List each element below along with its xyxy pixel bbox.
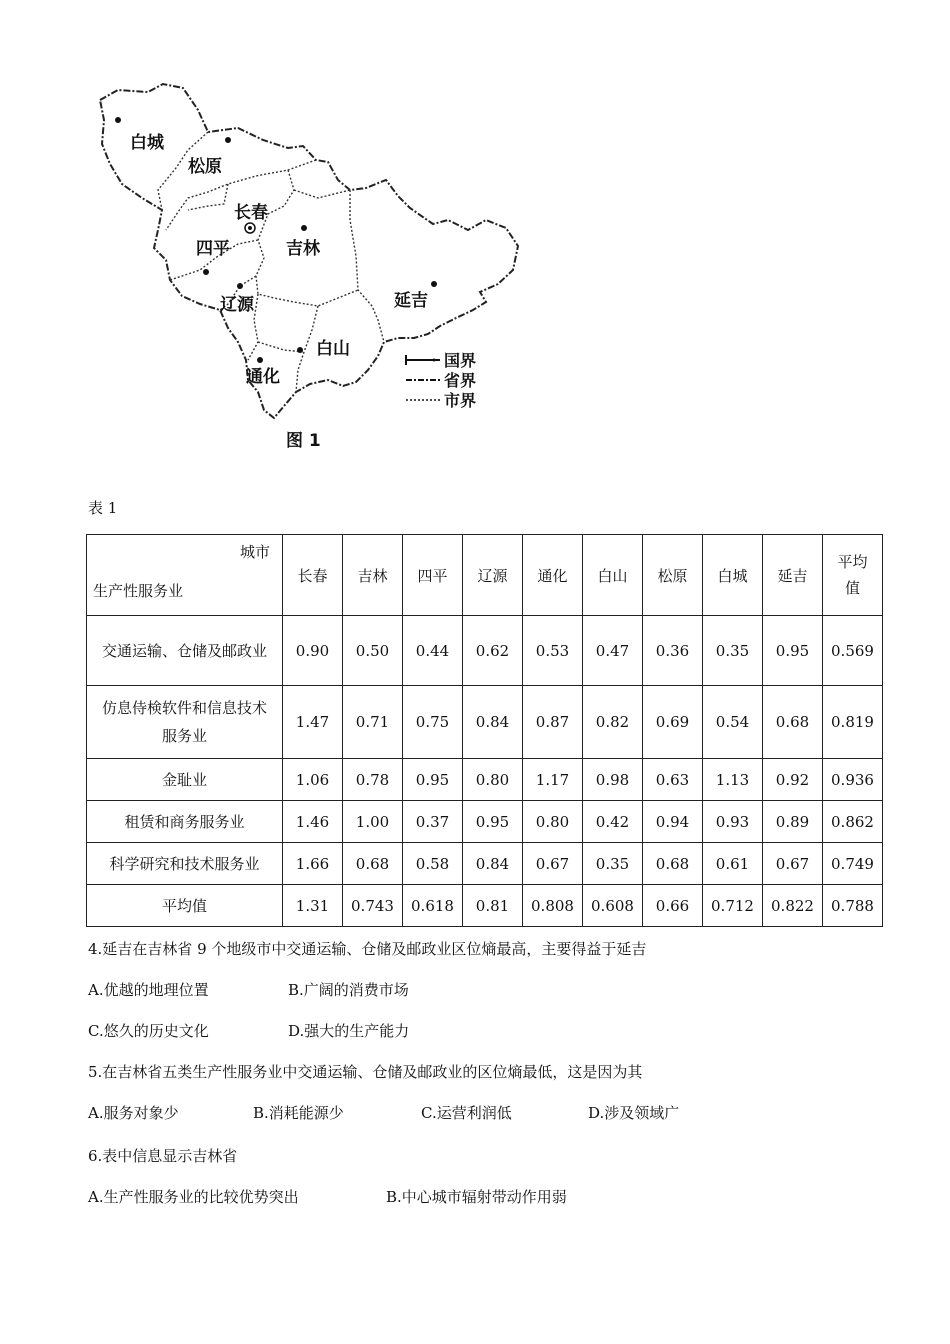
city-label-siping: 四平	[196, 239, 230, 259]
q4-option-a: A.优越的地理位置	[88, 981, 209, 999]
city-markers	[115, 117, 437, 363]
table-cell: 0.862	[823, 801, 883, 843]
row-sector-name: 科学研究和技术服务业	[87, 843, 283, 885]
table-row	[87, 686, 883, 759]
question-4-stem: 4.延吉在吉林省 9 个地级市中交通运输、仓储及邮政业区位熵最高，主要得益于延吉	[88, 940, 647, 958]
q5-option-b: B.消耗能源少	[253, 1104, 344, 1122]
table-cell: 0.936	[823, 759, 883, 801]
table-row	[87, 801, 883, 843]
table-cell: 0.63	[643, 759, 703, 801]
table-cell: 0.822	[763, 885, 823, 927]
table-cell: 0.62	[463, 616, 523, 686]
table-cell: 0.58	[403, 843, 463, 885]
table-cell: 0.53	[523, 616, 583, 686]
table-cell: 0.71	[343, 686, 403, 759]
table-cell: 0.68	[343, 843, 403, 885]
table-cell: 1.13	[703, 759, 763, 801]
city-label-tonghua: 通化	[246, 367, 280, 387]
table-cell: 1.66	[283, 843, 343, 885]
q5-option-c: C.运营利润低	[421, 1104, 512, 1122]
table-row	[87, 843, 883, 885]
column-header: 松原	[643, 535, 703, 616]
table-row	[87, 616, 883, 686]
table-cell: 0.819	[823, 686, 883, 759]
table-cell: 0.36	[643, 616, 703, 686]
question-5-stem: 5.在吉林省五类生产性服务业中交通运输、仓储及邮政业的区位熵最低，这是因为其	[88, 1063, 643, 1081]
column-header	[823, 535, 883, 616]
row-sector-name: 金耻业	[87, 759, 283, 801]
row-sector-name: 交通运输、仓储及邮政业	[87, 616, 283, 686]
table-cell: 0.87	[523, 686, 583, 759]
table-cell: 0.68	[763, 686, 823, 759]
table-cell: 0.35	[583, 843, 643, 885]
q4-option-d: D.强大的生产能力	[288, 1022, 410, 1040]
column-header: 辽源	[463, 535, 523, 616]
table-cell: 0.47	[583, 616, 643, 686]
table-cell: 0.90	[283, 616, 343, 686]
city-label-jilin: 吉林	[286, 239, 320, 259]
legend-province-border: 省界	[444, 371, 477, 390]
table-corner-cell	[87, 535, 283, 616]
table-cell: 0.75	[403, 686, 463, 759]
legend-national-border: 国界	[444, 351, 477, 370]
city-label-liaoyuan: 辽源	[220, 295, 254, 315]
table-body	[87, 616, 883, 927]
header-city-label: 城市	[239, 543, 270, 561]
table-cell: 0.54	[703, 686, 763, 759]
table-cell: 1.31	[283, 885, 343, 927]
column-header: 延吉	[763, 535, 823, 616]
column-header: 白城	[703, 535, 763, 616]
table-cell: 0.95	[403, 759, 463, 801]
table-cell: 0.712	[703, 885, 763, 927]
map-figure	[88, 80, 548, 460]
table-cell: 1.17	[523, 759, 583, 801]
table-cell: 0.61	[703, 843, 763, 885]
column-header: 长春	[283, 535, 343, 616]
table-cell: 0.98	[583, 759, 643, 801]
legend-city-border: 市界	[444, 391, 477, 410]
row-sector-name: 平均值	[87, 885, 283, 927]
table-cell: 0.81	[463, 885, 523, 927]
column-header: 吉林	[343, 535, 403, 616]
table-cell: 0.80	[523, 801, 583, 843]
table-cell: 0.749	[823, 843, 883, 885]
table-cell: 0.67	[523, 843, 583, 885]
city-label-changchun: 长春	[234, 203, 268, 223]
table-cell: 0.84	[463, 686, 523, 759]
table-row	[87, 759, 883, 801]
column-header: 四平	[403, 535, 463, 616]
q4-option-c: C.悠久的历史文化	[88, 1022, 209, 1040]
table-cell: 0.50	[343, 616, 403, 686]
table-cell: 0.608	[583, 885, 643, 927]
table-cell: 0.82	[583, 686, 643, 759]
q5-option-d: D.涉及领域广	[588, 1104, 680, 1122]
map-legend	[406, 351, 476, 410]
q6-option-a: A.生产性服务业的比较优势突出	[88, 1188, 299, 1206]
table-cell: 1.46	[283, 801, 343, 843]
table-cell: 0.67	[763, 843, 823, 885]
table-cell: 0.69	[643, 686, 703, 759]
table-cell: 0.78	[343, 759, 403, 801]
q4-option-b: B.广阔的消费市场	[288, 981, 409, 999]
table-cell: 0.68	[643, 843, 703, 885]
table-cell: 0.743	[343, 885, 403, 927]
city-label-baishan: 白山	[316, 339, 350, 359]
table-cell: 1.47	[283, 686, 343, 759]
city-label-songyuan: 松原	[188, 157, 222, 177]
table-cell: 0.84	[463, 843, 523, 885]
table-cell: 0.92	[763, 759, 823, 801]
table-label: 表 1	[88, 499, 118, 517]
table-cell: 0.95	[763, 616, 823, 686]
q6-option-b: B.中心城市辐射带动作用弱	[386, 1188, 567, 1206]
table-cell: 0.89	[763, 801, 823, 843]
table-cell: 0.95	[463, 801, 523, 843]
table-row	[87, 885, 883, 927]
city-label-yanji: 延吉	[394, 291, 428, 311]
average-header-text: 平均值	[837, 553, 868, 597]
table-cell: 0.35	[703, 616, 763, 686]
table-cell: 1.00	[343, 801, 403, 843]
table-cell: 0.80	[463, 759, 523, 801]
header-sector-label: 生产性服务业	[93, 582, 184, 600]
q5-option-a: A.服务对象少	[88, 1104, 179, 1122]
table-cell: 0.66	[643, 885, 703, 927]
table-cell: 0.42	[583, 801, 643, 843]
table-cell: 0.569	[823, 616, 883, 686]
row-sector-name: 仿息侍検软件和信息技术服务业	[87, 686, 283, 759]
city-label-baicheng: 白城	[130, 133, 164, 153]
column-header: 通化	[523, 535, 583, 616]
table-cell: 0.94	[643, 801, 703, 843]
table-cell: 0.93	[703, 801, 763, 843]
table-cell: 0.618	[403, 885, 463, 927]
figure-caption: 图 1	[286, 431, 321, 451]
table-cell: 0.808	[523, 885, 583, 927]
jilin-map	[88, 80, 548, 460]
data-table	[86, 534, 883, 927]
table-cell: 0.37	[403, 801, 463, 843]
table-header-row	[87, 535, 883, 616]
question-6-stem: 6.表中信息显示吉林省	[88, 1147, 238, 1165]
row-sector-name: 租赁和商务服务业	[87, 801, 283, 843]
table-cell: 0.788	[823, 885, 883, 927]
column-header: 白山	[583, 535, 643, 616]
table-cell: 0.44	[403, 616, 463, 686]
table-cell: 1.06	[283, 759, 343, 801]
